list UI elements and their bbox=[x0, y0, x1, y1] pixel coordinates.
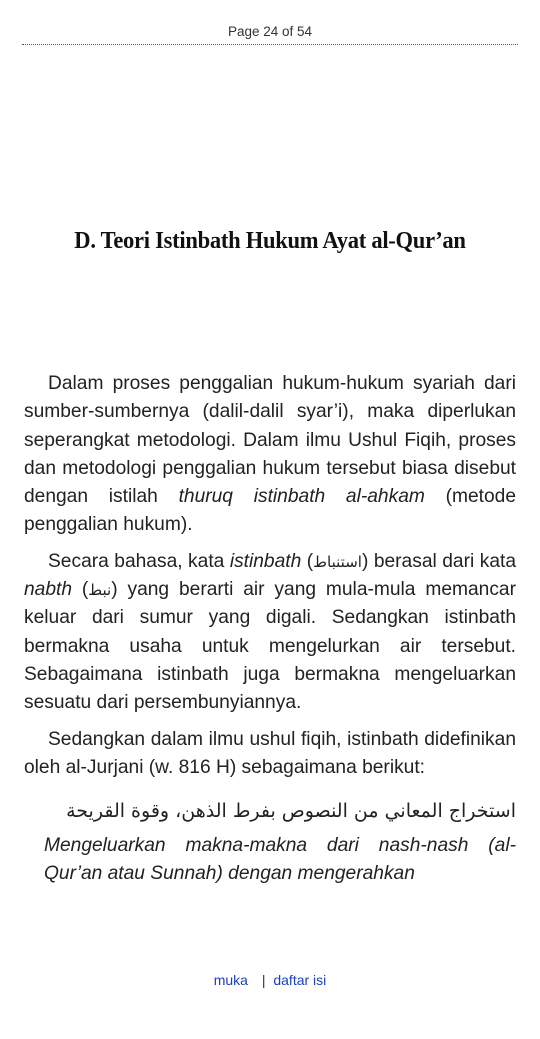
quote-translation: Mengeluarkan makna-makna dari nash-nash (al-Qur’an atau Sunnah) dengan mengerahkan bbox=[44, 835, 516, 885]
term-nabth: nabth bbox=[24, 579, 73, 601]
page-number-header bbox=[22, 24, 518, 45]
arabic-term-istinbath: استنباط bbox=[313, 552, 362, 571]
page-label: Page 24 of 54 bbox=[227, 24, 313, 39]
paragraph-definition: Sedangkan dalam ilmu ushul fiqih, istinbath didefinikan oleh al-Jurjani (w. 816 H) sebagaimana berikut: bbox=[24, 728, 516, 778]
term-istinbath: istinbath bbox=[229, 550, 302, 572]
term-thuruq-istinbath: thuruq istinbath al-ahkam bbox=[178, 486, 425, 508]
paragraph-intro: Dalam proses penggalian hukum-hukum syariah dari sumber-sumbernya (dalil-dalil syar’i), maka diperlukan seperangkat metodologi. Dalam ilmu Ushul Fiqih, proses dan metodologi penggalian hukum tersebut biasa disebut dengan istilah thuruq istinbath al-ahkam (metode penggalian hukum). bbox=[24, 373, 516, 536]
nav-separator: | bbox=[261, 972, 266, 988]
paragraph-etymology: Secara bahasa, kata istinbath (استنباط) berasal dari kata nabth (نبط) yang berarti air yang mula-mula memancar keluar dari sumur yang digali. Sedangkan istinbath bermakna usaha untuk mengelurkan air tersebut. Sebagaimana istinbath juga bermakna mengeluarkan sesuatu dari persembunyiannya. bbox=[24, 550, 516, 714]
body-content bbox=[24, 370, 516, 897]
arabic-quote: استخراج المعاني من النصوص بفرط الذهن، وقوة القريحة bbox=[66, 800, 516, 823]
footer-navigation bbox=[0, 972, 540, 988]
table-of-contents-link[interactable]: daftar isi bbox=[273, 972, 327, 988]
arabic-term-nabth: نبط bbox=[88, 581, 112, 600]
home-link[interactable]: muka bbox=[213, 972, 248, 988]
section-title: D. Teori Istinbath Hukum Ayat al-Qur’an bbox=[74, 228, 466, 254]
